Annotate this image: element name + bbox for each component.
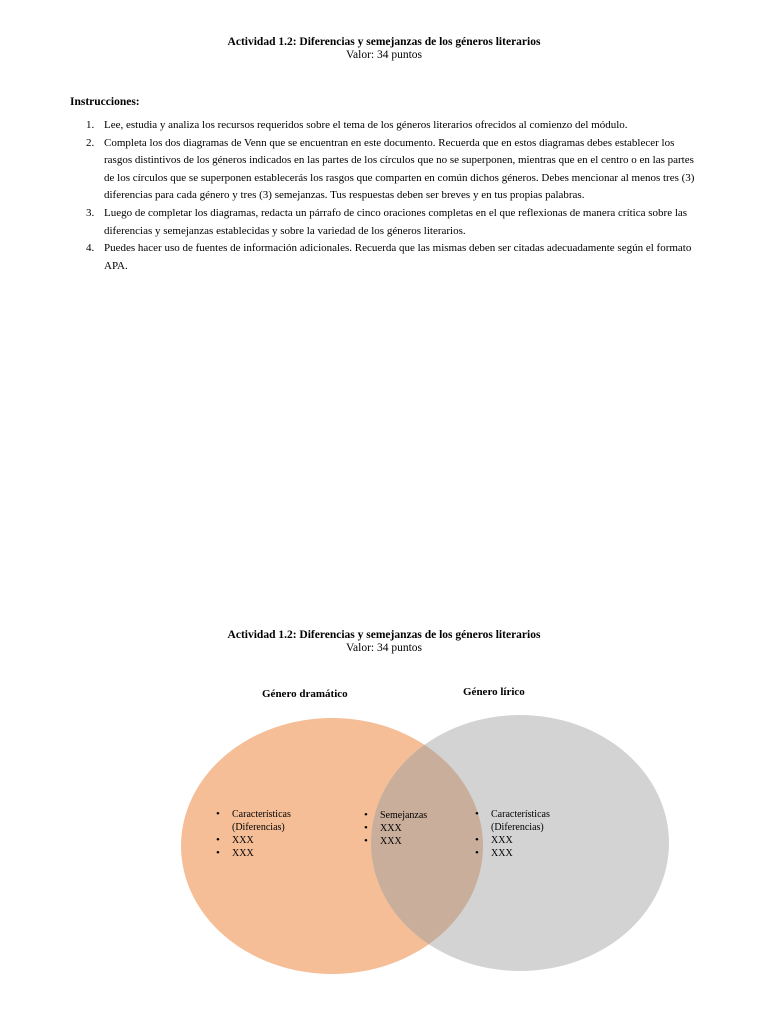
instruction-text: Luego de completar los diagramas, redacta un párrafo de cinco oraciones completas en el que reflexionas de manera crítica sobre las diferencias y semejanzas establecidas y sobre la variedad de los géneros literarios. [104, 206, 688, 237]
instruction-number: 2. [86, 136, 95, 149]
list-item: • XXX [216, 834, 326, 847]
venn-left-label: Género dramático [262, 688, 348, 700]
instruction-number: 3. [86, 206, 95, 219]
venn-right-list [475, 808, 585, 860]
instruction-text: Puedes hacer uso de fuentes de información adicionales. Recuerda que las mismas deben ser citadas adecuadamente según el formato APA. [104, 242, 692, 272]
list-item: • Semejanzas [364, 809, 454, 822]
list-item: • XXX [475, 847, 585, 860]
instruction-number: 4. [86, 242, 95, 255]
page2-title: Actividad 1.2: Diferencias y semejanzas de los géneros literarios [227, 629, 541, 641]
list-item: • XXX [216, 847, 326, 860]
instruction-text: Lee, estudia y analiza los recursos requeridos sobre el tema de los géneros literarios ofrecidos al comienzo del módulo. [104, 119, 628, 131]
list-item: • XXX [475, 834, 585, 847]
venn-left-list [216, 808, 326, 860]
venn-right-label: Género lírico [463, 686, 525, 698]
venn-center-list [364, 809, 454, 848]
page2-subtitle: Valor: 34 puntos [345, 642, 423, 654]
page1-subtitle: Valor: 34 puntos [345, 49, 423, 61]
list-item: • Características (Diferencias) [216, 808, 326, 834]
list-item: • XXX [364, 835, 454, 848]
list-item: • Características (Diferencias) [475, 808, 585, 834]
instruction-number: 1. [86, 119, 95, 131]
list-item: • XXX [364, 822, 454, 835]
instruction-text: Completa los dos diagramas de Venn que se encuentran en este documento. Recuerda que en estos diagramas debes establecer los rasgos distintivos de los géneros indicados en las partes de los círculos que no se superponen, mientras que en el centro o en las partes de los círculos que se superponen establecerás los rasgos que comparten en común dichos géneros. Debes mencionar al menos tres (3) diferencias para cada género y tres (3) semejanzas. Tus respuestas deben ser breves y en tus propias palabras. [104, 136, 695, 202]
page1-title: Actividad 1.2: Diferencias y semejanzas de los géneros literarios [227, 36, 541, 48]
instructions-heading: Instrucciones: [70, 96, 140, 108]
